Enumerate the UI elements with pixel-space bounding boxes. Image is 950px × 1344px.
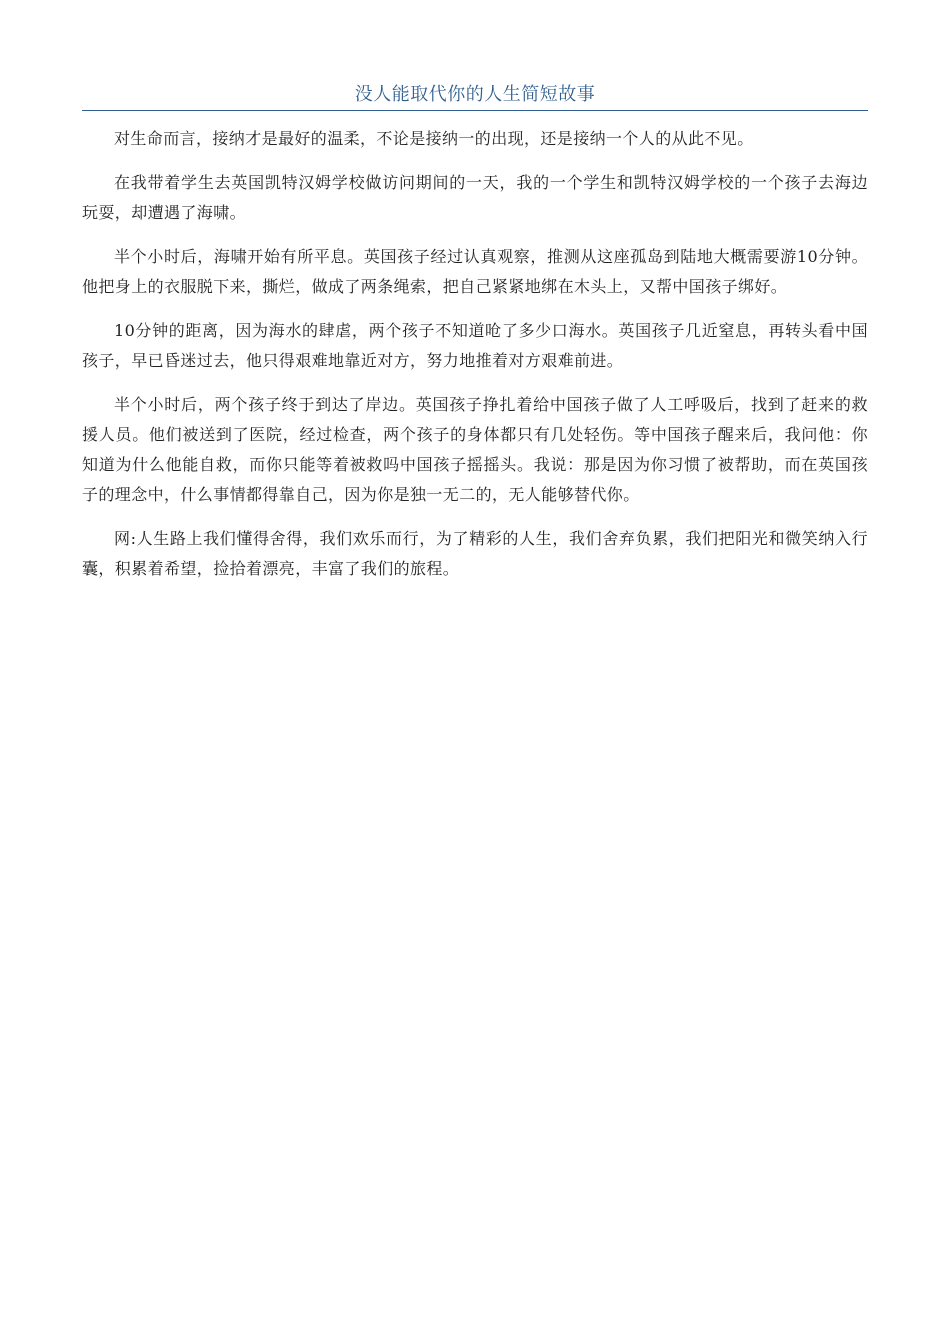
paragraph-5: 半个小时后，两个孩子终于到达了岸边。英国孩子挣扎着给中国孩子做了人工呼吸后，找到了赶来的救援人员。他们被送到了医院，经过检查，两个孩子的身体都只有几处轻伤。等中国孩子醒来后，我问他：你知道为什么他能自救，而你只能等着被救吗中国孩子摇摇头。我说：那是因为你习惯了被帮助，而在英国孩子的理念中，什么事情都得靠自己，因为你是独一无二的，无人能够替代你。 [82,395,868,504]
paragraph-3: 半个小时后，海啸开始有所平息。英国孩子经过认真观察，推测从这座孤岛到陆地大概需要游10分钟。他把身上的衣服脱下来，撕烂，做成了两条绳索，把自己紧紧地绑在木头上，又帮中国孩子绑好。 [82,247,868,296]
paragraph-4: 10分钟的距离，因为海水的肆虐，两个孩子不知道呛了多少口海水。英国孩子几近窒息，再转头看中国孩子，早已昏迷过去，他只得艰难地靠近对方，努力地推着对方艰难前进。 [82,321,868,370]
paragraph-1: 对生命而言，接纳才是最好的温柔，不论是接纳一的出现，还是接纳一个人的从此不见。 [114,129,754,148]
paragraph-6: 网:人生路上我们懂得舍得，我们欢乐而行，为了精彩的人生，我们舍弃负累，我们把阳光和微笑纳入行囊，积累着希望，捡拾着漂亮，丰富了我们的旅程。 [82,529,868,578]
document-title: 没人能取代你的人生简短故事 [354,84,596,105]
page-header [82,82,868,111]
document-body [82,124,868,598]
paragraph-2: 在我带着学生去英国凯特汉姆学校做访问期间的一天，我的一个学生和凯特汉姆学校的一个孩子去海边玩耍，却遭遇了海啸。 [82,173,868,222]
